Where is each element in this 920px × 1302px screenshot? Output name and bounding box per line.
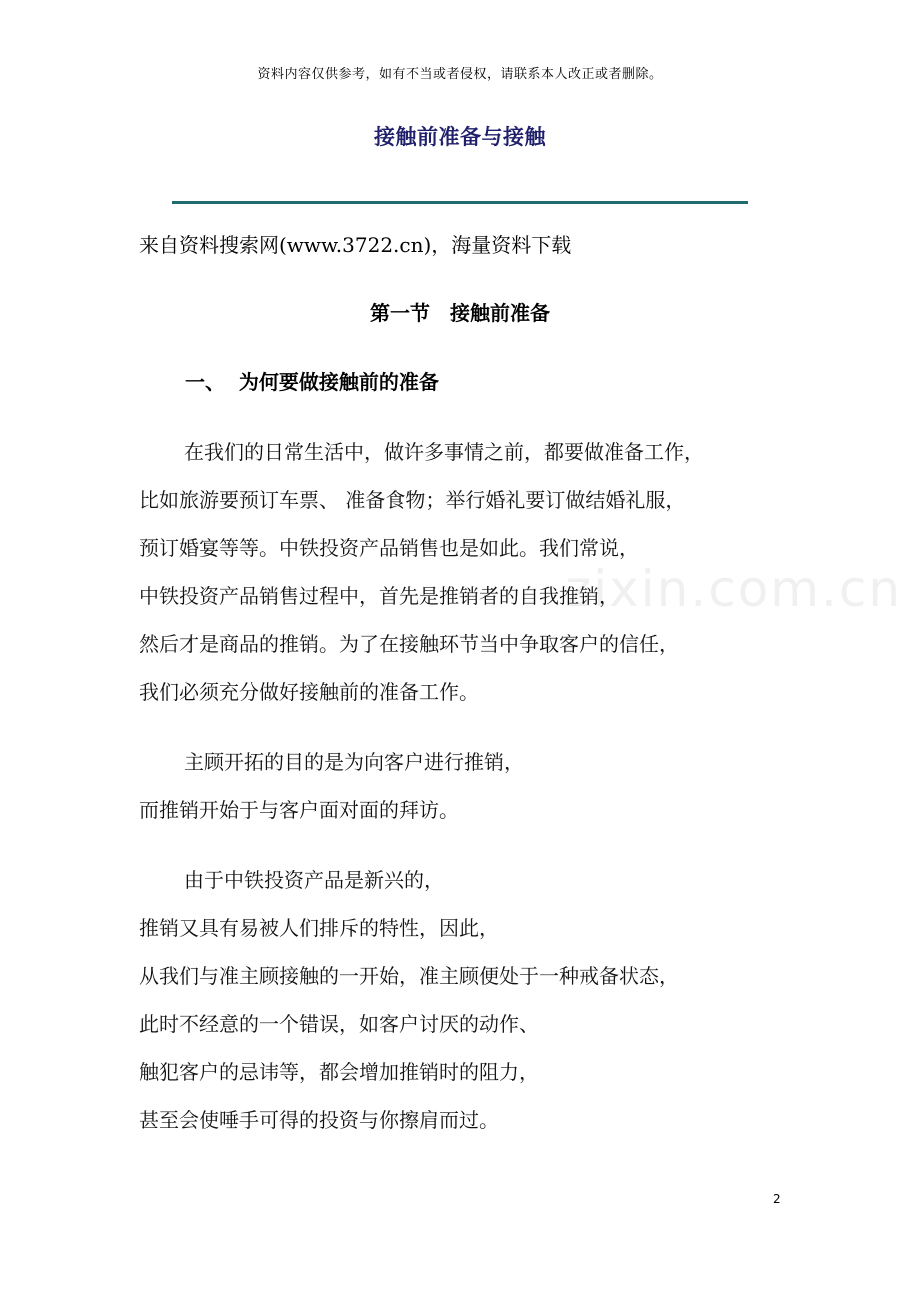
paragraph-3-line: 由于中铁投资产品是新兴的， (184, 868, 444, 892)
paragraph-3-line: 从我们与准主顾接触的一开始，准主顾便处于一种戒备状态， (139, 964, 679, 988)
paragraph-3-line: 推销又具有易被人们排斥的特性，因此， (139, 916, 499, 940)
header-disclaimer: 资料内容仅供参考，如有不当或者侵权，请联系本人改正或者删除。 (257, 67, 663, 82)
subsection-title: 一、 为何要做接触前的准备 (185, 370, 439, 394)
watermark: zixin.com.cn (565, 560, 903, 618)
paragraph-3-line: 触犯客户的忌讳等，都会增加推销时的阻力， (139, 1060, 539, 1084)
paragraph-1-line: 我们必须充分做好接触前的准备工作。 (139, 680, 479, 704)
title-underline-rule (172, 201, 748, 204)
section-title: 第一节 接触前准备 (370, 301, 550, 325)
paragraph-1-line: 然后才是商品的推销。为了在接触环节当中争取客户的信任， (139, 632, 679, 656)
paragraph-1-line: 预订婚宴等等。中铁投资产品销售也是如此。我们常说， (139, 536, 639, 560)
source-line: 来自资料搜索网(www.3722.cn)，海量资料下载 (139, 233, 572, 257)
paragraph-3-line: 此时不经意的一个错误，如客户讨厌的动作、 (139, 1012, 539, 1036)
paragraph-2-line: 主顾开拓的目的是为向客户进行推销， (184, 750, 524, 774)
paragraph-3-line: 甚至会使唾手可得的投资与你擦肩而过。 (139, 1108, 499, 1132)
page-number: 2 (773, 1192, 781, 1206)
paragraph-1-line: 中铁投资产品销售过程中，首先是推销者的自我推销， (139, 584, 619, 608)
paragraph-2-line: 而推销开始于与客户面对面的拜访。 (139, 798, 459, 822)
paragraph-1-line: 比如旅游要预订车票、 准备食物；举行婚礼要订做结婚礼服， (139, 488, 686, 512)
paragraph-1-line: 在我们的日常生活中，做许多事情之前，都要做准备工作， (184, 440, 704, 464)
document-title: 接触前准备与接触 (374, 125, 546, 149)
